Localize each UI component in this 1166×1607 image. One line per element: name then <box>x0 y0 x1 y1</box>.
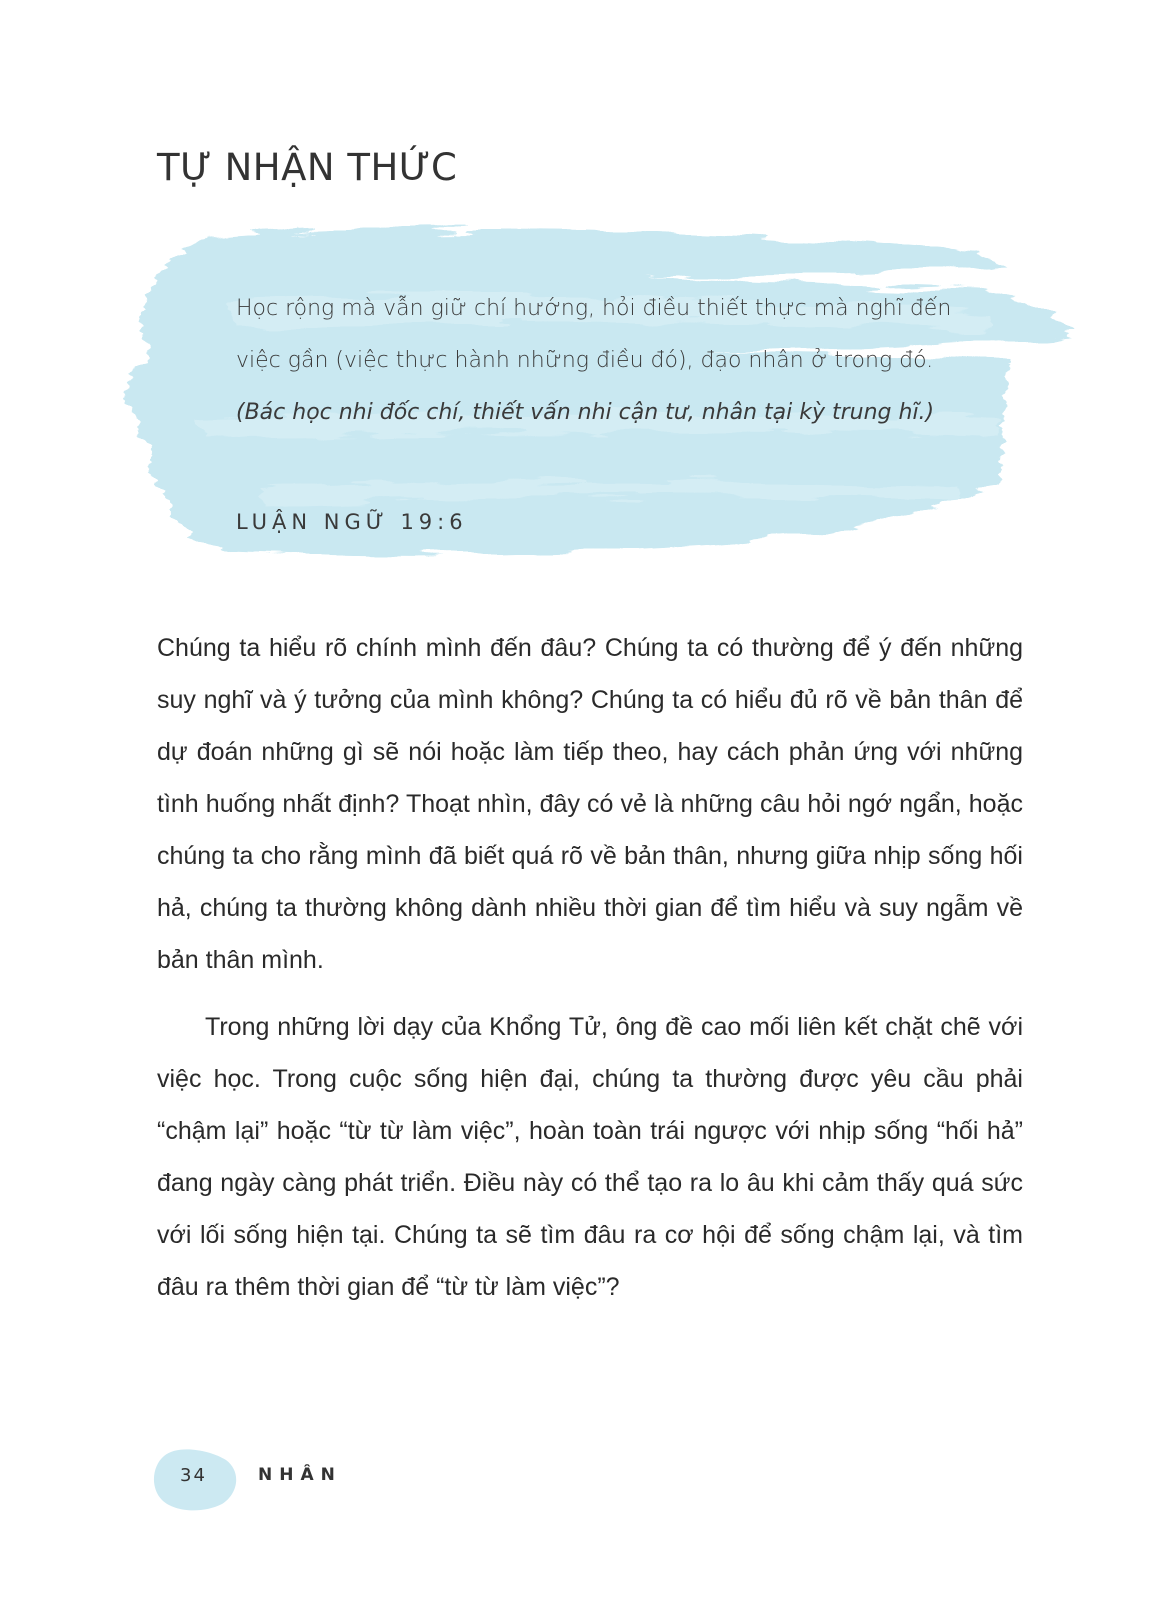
running-head: NHÂN <box>258 1465 342 1485</box>
quote-source: LUẬN NGỮ 19:6 <box>236 510 468 534</box>
quote-transliteration: (Bác học nhi đốc chí, thiết vấn nhi cận tư, nhân tại kỳ trung hĩ.) <box>236 400 935 425</box>
body-paragraph: Trong những lời dạy của Khổng Tử, ông đề cao mối liên kết chặt chẽ với việc học. Trong cuộc sống hiện đại, chúng ta thường được yêu cầu phải “chậm lại” hoặc “từ từ làm việc”, hoàn toàn trái ngược với nhịp sống “hối hả” đang ngày càng phát triển. Điều này có thể tạo ra lo âu khi cảm thấy quá sức với lối sống hiện tại. Chúng ta sẽ tìm đâu ra cơ hội để sống chậm lại, và tìm đâu ra thêm thời gian để “từ từ làm việc”? <box>157 1013 1023 1301</box>
page-title: TỰ NHẬN THỨC <box>157 146 458 189</box>
body-text <box>157 622 1023 1313</box>
page-number: 34 <box>180 1465 207 1486</box>
body-paragraph: Chúng ta hiểu rõ chính mình đến đâu? Chúng ta có thường để ý đến những suy nghĩ và ý tưởng của mình không? Chúng ta có hiểu đủ rõ về bản thân để dự đoán những gì sẽ nói hoặc làm tiếp theo, hay cách phản ứng với những tình huống nhất định? Thoạt nhìn, đây có vẻ là những câu hỏi ngớ ngẩn, hoặc chúng ta cho rằng mình đã biết quá rõ về bản thân, nhưng giữa nhịp sống hối hả, chúng ta thường không dành nhiều thời gian để tìm hiểu và suy ngẫm về bản thân mình. <box>157 634 1023 974</box>
quote-text: Học rộng mà vẫn giữ chí hướng, hỏi điều thiết thực mà nghĩ đến việc gần (việc thực hành những điều đó), đạo nhân ở trong đó. <box>236 296 952 373</box>
epigraph-quote <box>236 283 956 439</box>
